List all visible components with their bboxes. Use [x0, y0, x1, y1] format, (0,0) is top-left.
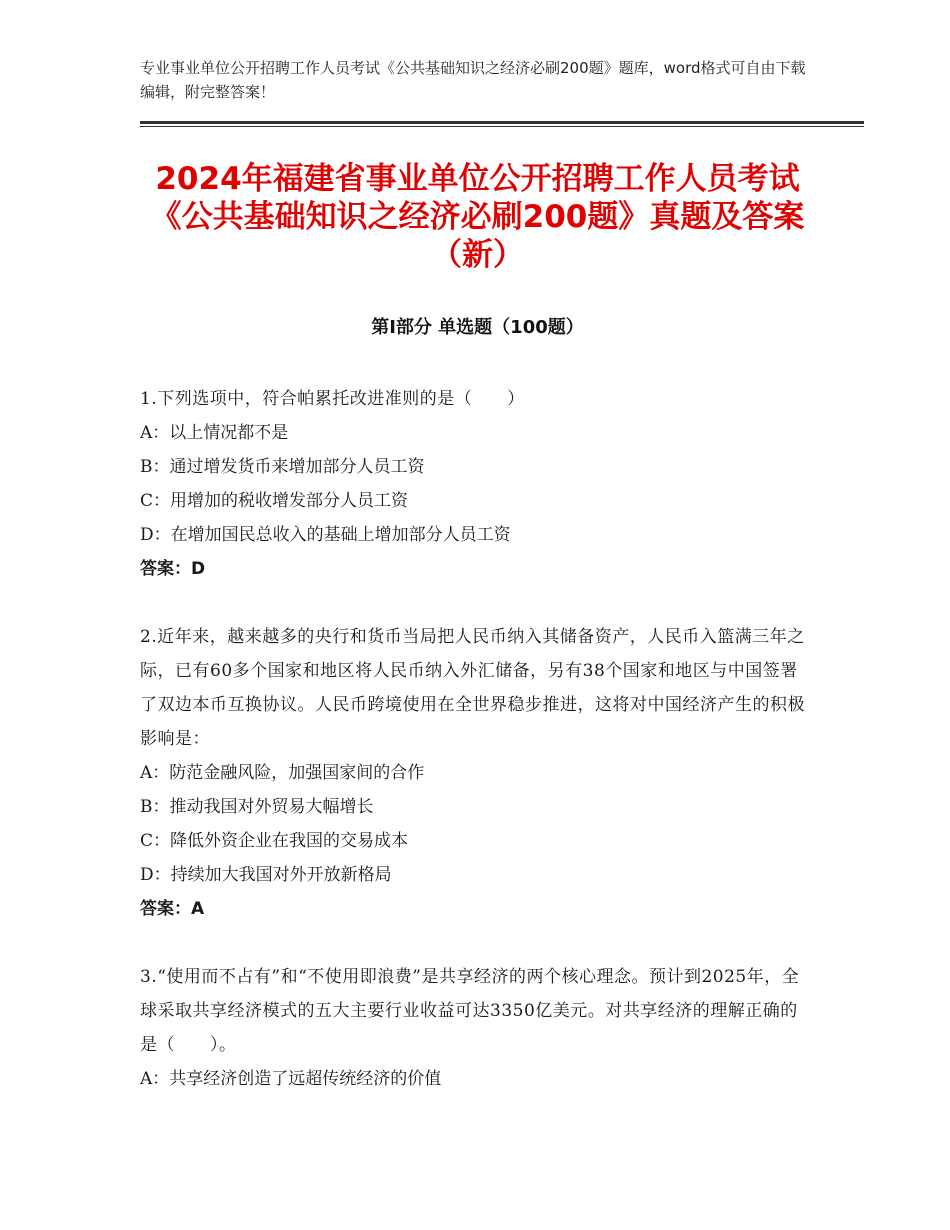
question-stem: 3.“使用而不占有”和“不使用即浪费”是共享经济的两个核心理念。预计到2025年，全球采取共享经济模式的五大主要行业收益可达3350亿美元。对共享经济的理解正确的是（ ）。	[140, 967, 800, 1055]
answer-label: 答案：D	[140, 559, 206, 579]
answer-label: 答案：A	[140, 899, 205, 919]
option-a: A：以上情况都不是	[140, 423, 289, 443]
option-c: C：降低外资企业在我国的交易成本	[140, 831, 409, 851]
question-item	[140, 382, 810, 586]
document-title: 2024年福建省事业单位公开招聘工作人员考试《公共基础知识之经济必刷200题》真题及答案（新）	[150, 161, 805, 273]
option-b: B：通过增发货币来增加部分人员工资	[140, 457, 425, 477]
question-stem: 1.下列选项中，符合帕累托改进准则的是（ ）	[140, 389, 525, 409]
section-title: 第Ⅰ部分 单选题（100题）	[371, 317, 584, 338]
question-stem: 2.近年来，越来越多的央行和货币当局把人民币纳入其储备资产，人民币入篮满三年之际，已有60多个国家和地区将人民币纳入外汇储备，另有38个国家和地区与中国签署了双边本币互换协议。人民币跨境使用在全世界稳步推进，这将对中国经济产生的积极影响是：	[140, 627, 805, 749]
option-a: A：防范金融风险，加强国家间的合作	[140, 763, 425, 783]
question-list	[140, 382, 810, 1130]
question-item	[140, 620, 810, 926]
option-a: A：共享经济创造了远超传统经济的价值	[140, 1069, 442, 1089]
question-item	[140, 960, 810, 1096]
header-note: 专业事业单位公开招聘工作人员考试《公共基础知识之经济必刷200题》题库，word格式可自由下载编辑，附完整答案！	[140, 59, 806, 101]
option-d: D：持续加大我国对外开放新格局	[140, 865, 392, 885]
option-c: C：用增加的税收增发部分人员工资	[140, 491, 409, 511]
option-b: B：推动我国对外贸易大幅增长	[140, 797, 374, 817]
header-rule-thick	[140, 121, 864, 124]
header-rule-thin	[140, 126, 864, 127]
option-d: D：在增加国民总收入的基础上增加部分人员工资	[140, 525, 511, 545]
